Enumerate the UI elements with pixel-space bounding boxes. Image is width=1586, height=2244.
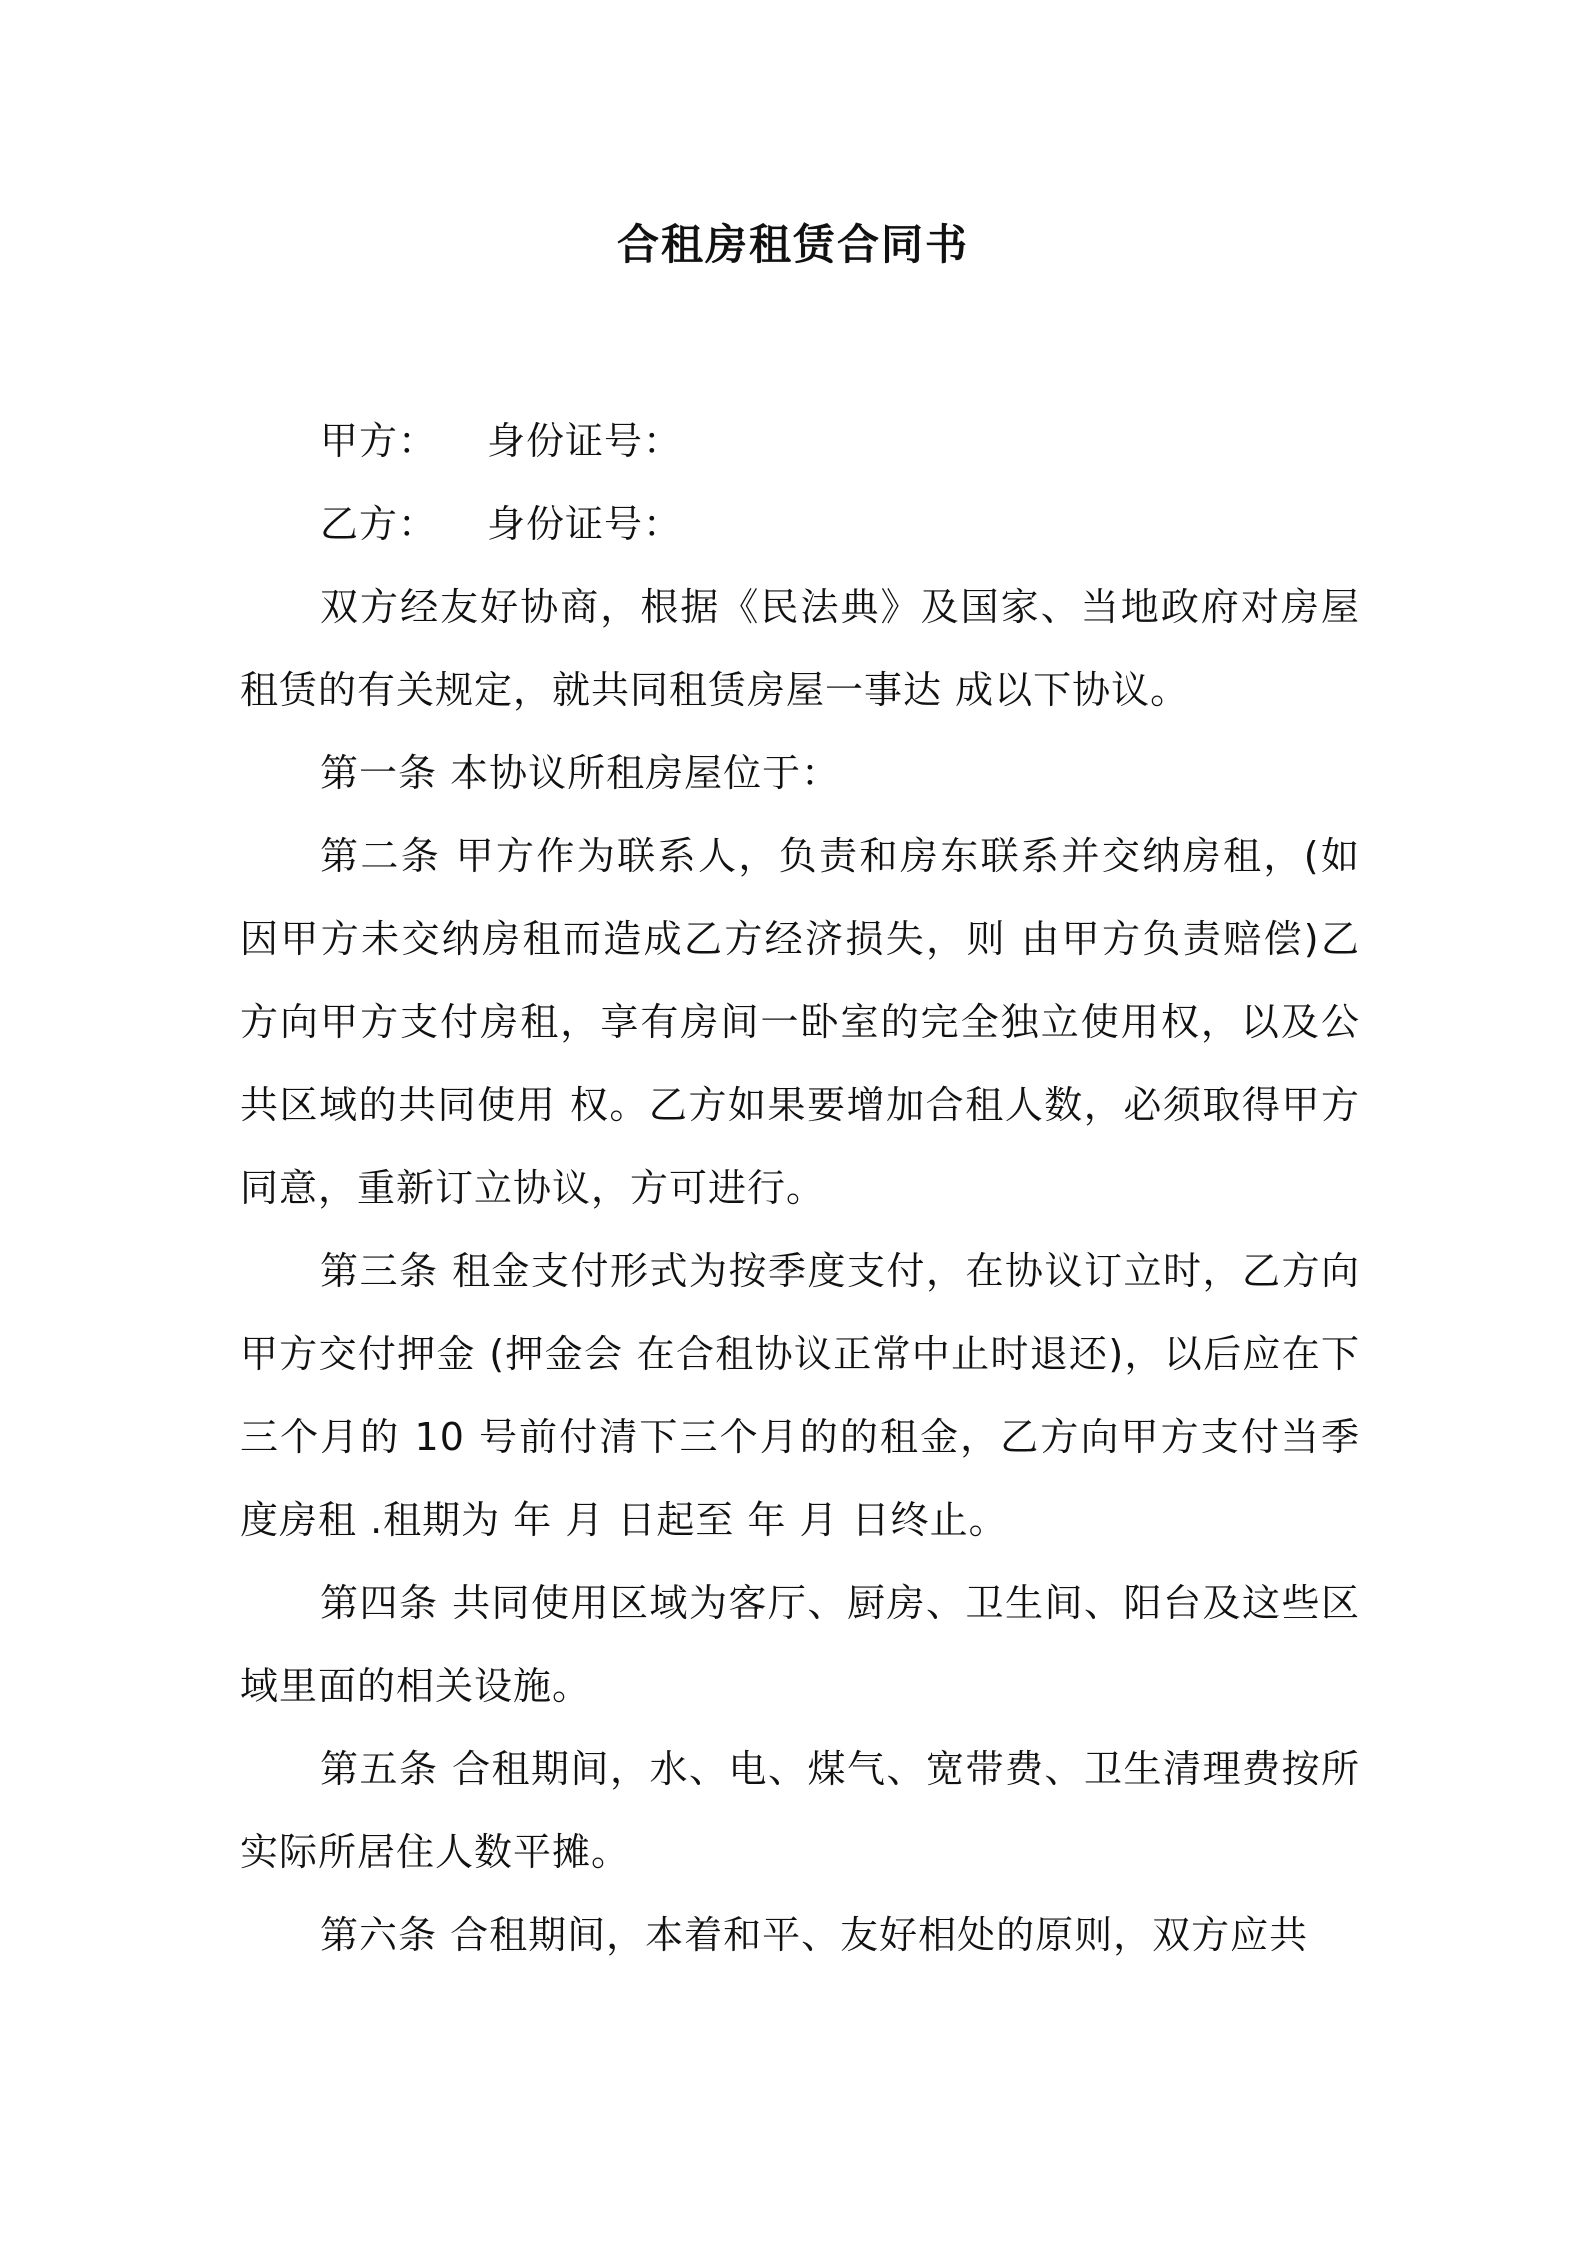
- article-6: 第六条 合租期间，本着和平、友好相处的原则，双方应共: [320, 1913, 1309, 1957]
- article-1: 第一条 本协议所租房屋位于：: [320, 751, 841, 795]
- party-a-line: [240, 400, 1360, 483]
- party-b-label: 乙方：: [320, 502, 438, 546]
- article-2: 第二条 甲方作为联系人，负责和房东联系并交纳房租，(如因甲方未交纳房租而造成乙方经济损失，则 由甲方负责赔偿)乙方向甲方支付房租，享有房间一卧室的完全独立使用权，以及公共区域的共同使用 权。乙方如果要增加合租人数，必须取得甲方同意，重新订立协议，方可进行。: [240, 834, 1360, 1210]
- preamble-paragraph: 双方经友好协商，根据《民法典》及国家、当地政府对房屋租赁的有关规定，就共同租赁房屋一事达 成以下协议。: [240, 585, 1360, 712]
- party-b-line: [240, 483, 1360, 566]
- article-3: 第三条 租金支付形式为按季度支付，在协议订立时，乙方向甲方交付押金 (押金会 在合租协议正常中止时退还)，以后应在下三个月的 10 号前付清下三个月的的租金，乙方向甲方支付当季 度房租 .租期为 年 月 日起至 年 月 日终止。: [240, 1249, 1360, 1542]
- party-b-id-label: 身份证号：: [487, 502, 683, 546]
- party-a-id-label: 身份证号：: [487, 419, 683, 463]
- document-body: [240, 400, 1360, 1977]
- article-5: 第五条 合租期间，水、电、煤气、宽带费、卫生清理费按所实际所居住人数平摊。: [240, 1747, 1360, 1874]
- article-4: 第四条 共同使用区域为客厅、厨房、卫生间、阳台及这些区域里面的相关设施。: [240, 1581, 1360, 1708]
- document-title: 合租房租赁合同书: [616, 220, 969, 269]
- party-a-label: 甲方：: [320, 419, 438, 463]
